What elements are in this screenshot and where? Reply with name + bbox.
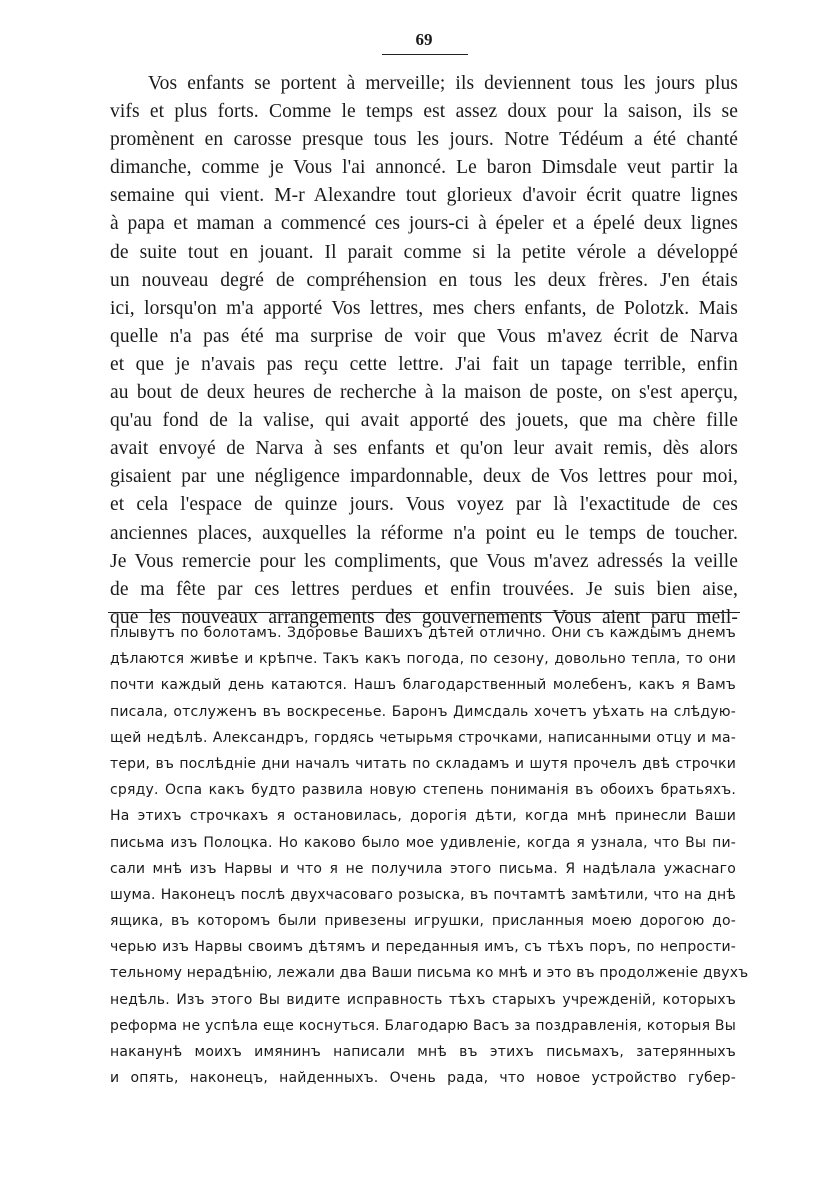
russian-line: сряду. Оспа какъ будто развила новую степень пониманія въ обоихъ братьяхъ. [110,782,736,799]
page-number-rule [382,54,468,55]
french-line: qu'au fond de la valise, qui avait apporté des jouets, que ma chère fille [110,410,738,432]
french-line: promènent en carosse presque tous les jours. Notre Tédéum a été chanté [110,129,738,151]
french-line: au bout de deux heures de recherche à la maison de poste, on s'est aperçu, [110,382,738,404]
russian-line: наканунѣ моихъ имянинъ написали мнѣ въ этихъ письмахъ, затерянныхъ [110,1044,736,1060]
french-line: un nouveau degré de compréhension en tous les deux frères. J'en étais [110,269,738,291]
french-line: semaine qui vient. M-r Alexandre tout glorieux d'avoir écrit quatre lignes [110,185,738,207]
french-line: et cela l'espace de quinze jours. Vous voyez par là l'exactitude de ces [110,494,738,516]
russian-line: плывутъ по болотамъ. Здоровье Вашихъ дѣтей отлично. Они съ каждымъ днемъ [110,625,736,641]
russian-line: тельному нерадѣнію, лежали два Ваши письма ко мнѣ и это въ продолженіе двухъ [110,965,749,982]
page-number: 69 [415,30,433,49]
french-line: ici, lorsqu'on m'a apporté Vos lettres, mes chers enfants, de Polotzk. Mais [110,297,738,319]
french-line: de suite tout en jouant. Il parait comme si la petite vérole a développé [110,241,738,263]
french-line: vifs et plus forts. Comme le temps est assez doux pour la saison, ils se [110,101,738,123]
french-line: de ma fête par ces lettres perdues et enfin trouvées. Je suis bien aise, [110,578,738,600]
russian-line: На этихъ строчкахъ я остановилась, дорогія дѣти, когда мнѣ принесли Ваши [110,808,736,825]
french-line: avait envoyé de Narva à ses enfants et qu'on leur avait remis, dès alors [110,438,738,460]
french-line: Je Vous remercie pour les compliments, que Vous m'avez adressés la veille [110,550,738,572]
french-line: dimanche, comme je Vous l'ai annoncé. Le baron Dimsdale veut partir la [110,157,738,179]
french-line: gisaient par une négligence impardonnable, deux de Vos lettres pour moi, [110,466,738,488]
french-line: Vos enfants se portent à merveille; ils deviennent tous les jours plus [148,73,738,94]
russian-line: тери, въ послѣдніе дни началъ читать по складамъ и шутя прочелъ двѣ строчки [110,755,736,772]
french-line: et que je n'avais pas reçu cette lettre. J'ai fait un tapage terrible, enfin [110,353,738,375]
footnote-divider [108,612,740,613]
russian-line: писала, отслуженъ въ воскресенье. Баронъ Димсдаль хочетъ уѣхать на слѣдую- [110,703,736,720]
russian-line: черью изъ Нарвы своимъ дѣтямъ и переданныя имъ, съ тѣхъ поръ, по непрости- [110,939,736,956]
russian-line: недѣль. Изъ этого Вы видите исправность тѣхъ старыхъ учрежденій, которыхъ [110,991,736,1008]
french-line: anciennes places, auxquelles la réforme n'a point eu le temps de toucher. [110,522,738,544]
russian-translation-block [110,620,749,1091]
french-line: quelle n'a pas été ma surprise de voir que Vous m'avez écrit de Narva [110,325,738,347]
russian-line: письма изъ Полоцка. Но каково было мое удивленіе, когда я узнала, что Вы пи- [110,834,736,851]
french-line: à papa et maman a commencé ces jours-ci à épeler et a épelé deux lignes [110,213,738,235]
french-text-block [110,70,738,632]
russian-line: дѣлаются живѣе и крѣпче. Такъ какъ погода, по сезону, довольно тепла, то они [110,651,736,668]
russian-line: ящика, въ которомъ были привезены игрушки, присланныя моею дорогою до- [110,913,736,930]
russian-line: щей недѣлѣ. Александръ, гордясь четырьмя строчками, написанными отцу и ма- [110,729,736,746]
russian-line: реформа не успѣла еще коснуться. Благодарю Васъ за поздравленія, которыя Вы [110,1017,736,1034]
russian-line: почти каждый день катаются. Нашъ благодарственный молебенъ, какъ я Вамъ [110,677,736,694]
russian-line: шума. Наконецъ послѣ двухчасоваго розыска, въ почтамтѣ замѣтили, что на днѣ [110,886,736,903]
russian-line: и опять, наконецъ, найденныхъ. Очень рада, что новое устройство губер- [110,1070,736,1087]
french-line: que les nouveaux arrangements des gouvernements Vous aient paru meil- [110,606,738,628]
russian-line: сали мнѣ изъ Нарвы и что я не получила этого письма. Я надѣлала ужаснаго [110,860,736,877]
